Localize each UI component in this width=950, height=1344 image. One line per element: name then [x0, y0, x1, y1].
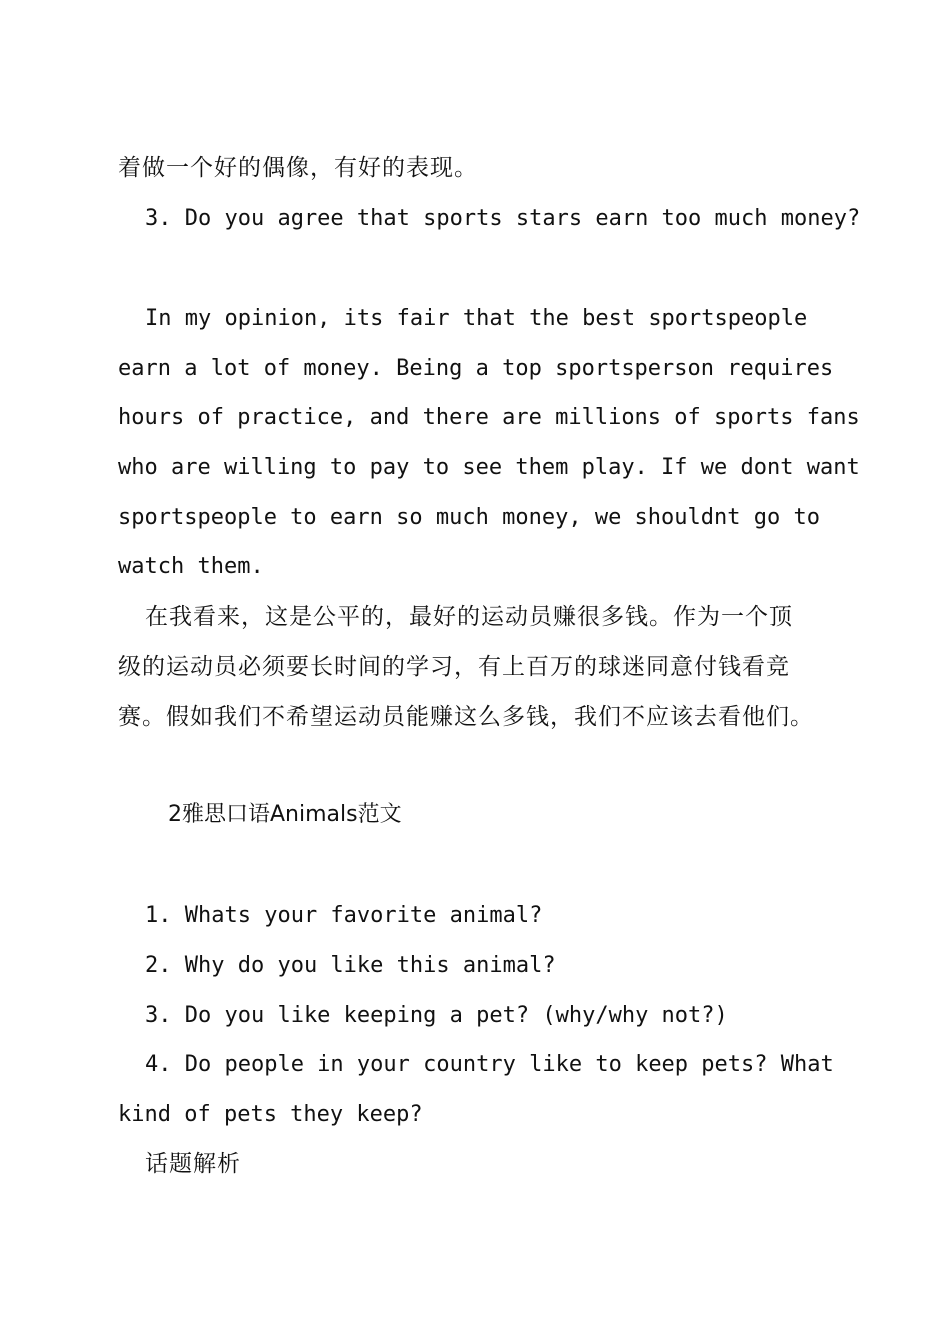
animal-question: 2. Why do you like this animal?: [145, 953, 556, 978]
animal-question: 3. Do you like keeping a pet? (why/why not?): [145, 1003, 728, 1028]
animal-question: 1. Whats your favorite animal?: [145, 903, 543, 928]
answer-zh-line: 级的运动员必须要长时间的学习，有上百万的球迷同意付钱看竞: [118, 654, 790, 680]
answer-en-line: sportspeople to earn so much money, we shouldnt go to: [118, 505, 820, 530]
section-heading: 2雅思口语Animals范文: [168, 802, 402, 827]
animal-question: 4. Do people in your country like to keep pets? What: [145, 1052, 834, 1077]
answer-en-line: earn a lot of money. Being a top sportsperson requires: [118, 356, 834, 381]
answer-en-line: who are willing to pay to see them play. If we dont want: [118, 455, 860, 480]
answer-en-line: hours of practice, and there are millions of sports fans: [118, 405, 860, 430]
intro-continuation: 着做一个好的偶像，有好的表现。: [118, 155, 478, 181]
question-sports-stars: 3. Do you agree that sports stars earn too much money?: [145, 206, 861, 231]
answer-zh-line: 在我看来，这是公平的，最好的运动员赚很多钱。作为一个顶: [145, 604, 793, 630]
answer-en-line: In my opinion, its fair that the best sportspeople: [145, 306, 808, 331]
topic-analysis-label: 话题解析: [145, 1151, 241, 1177]
answer-zh-line: 赛。假如我们不希望运动员能赚这么多钱，我们不应该去看他们。: [118, 704, 814, 730]
animal-question: kind of pets they keep?: [118, 1102, 423, 1127]
answer-en-line: watch them.: [118, 554, 264, 579]
